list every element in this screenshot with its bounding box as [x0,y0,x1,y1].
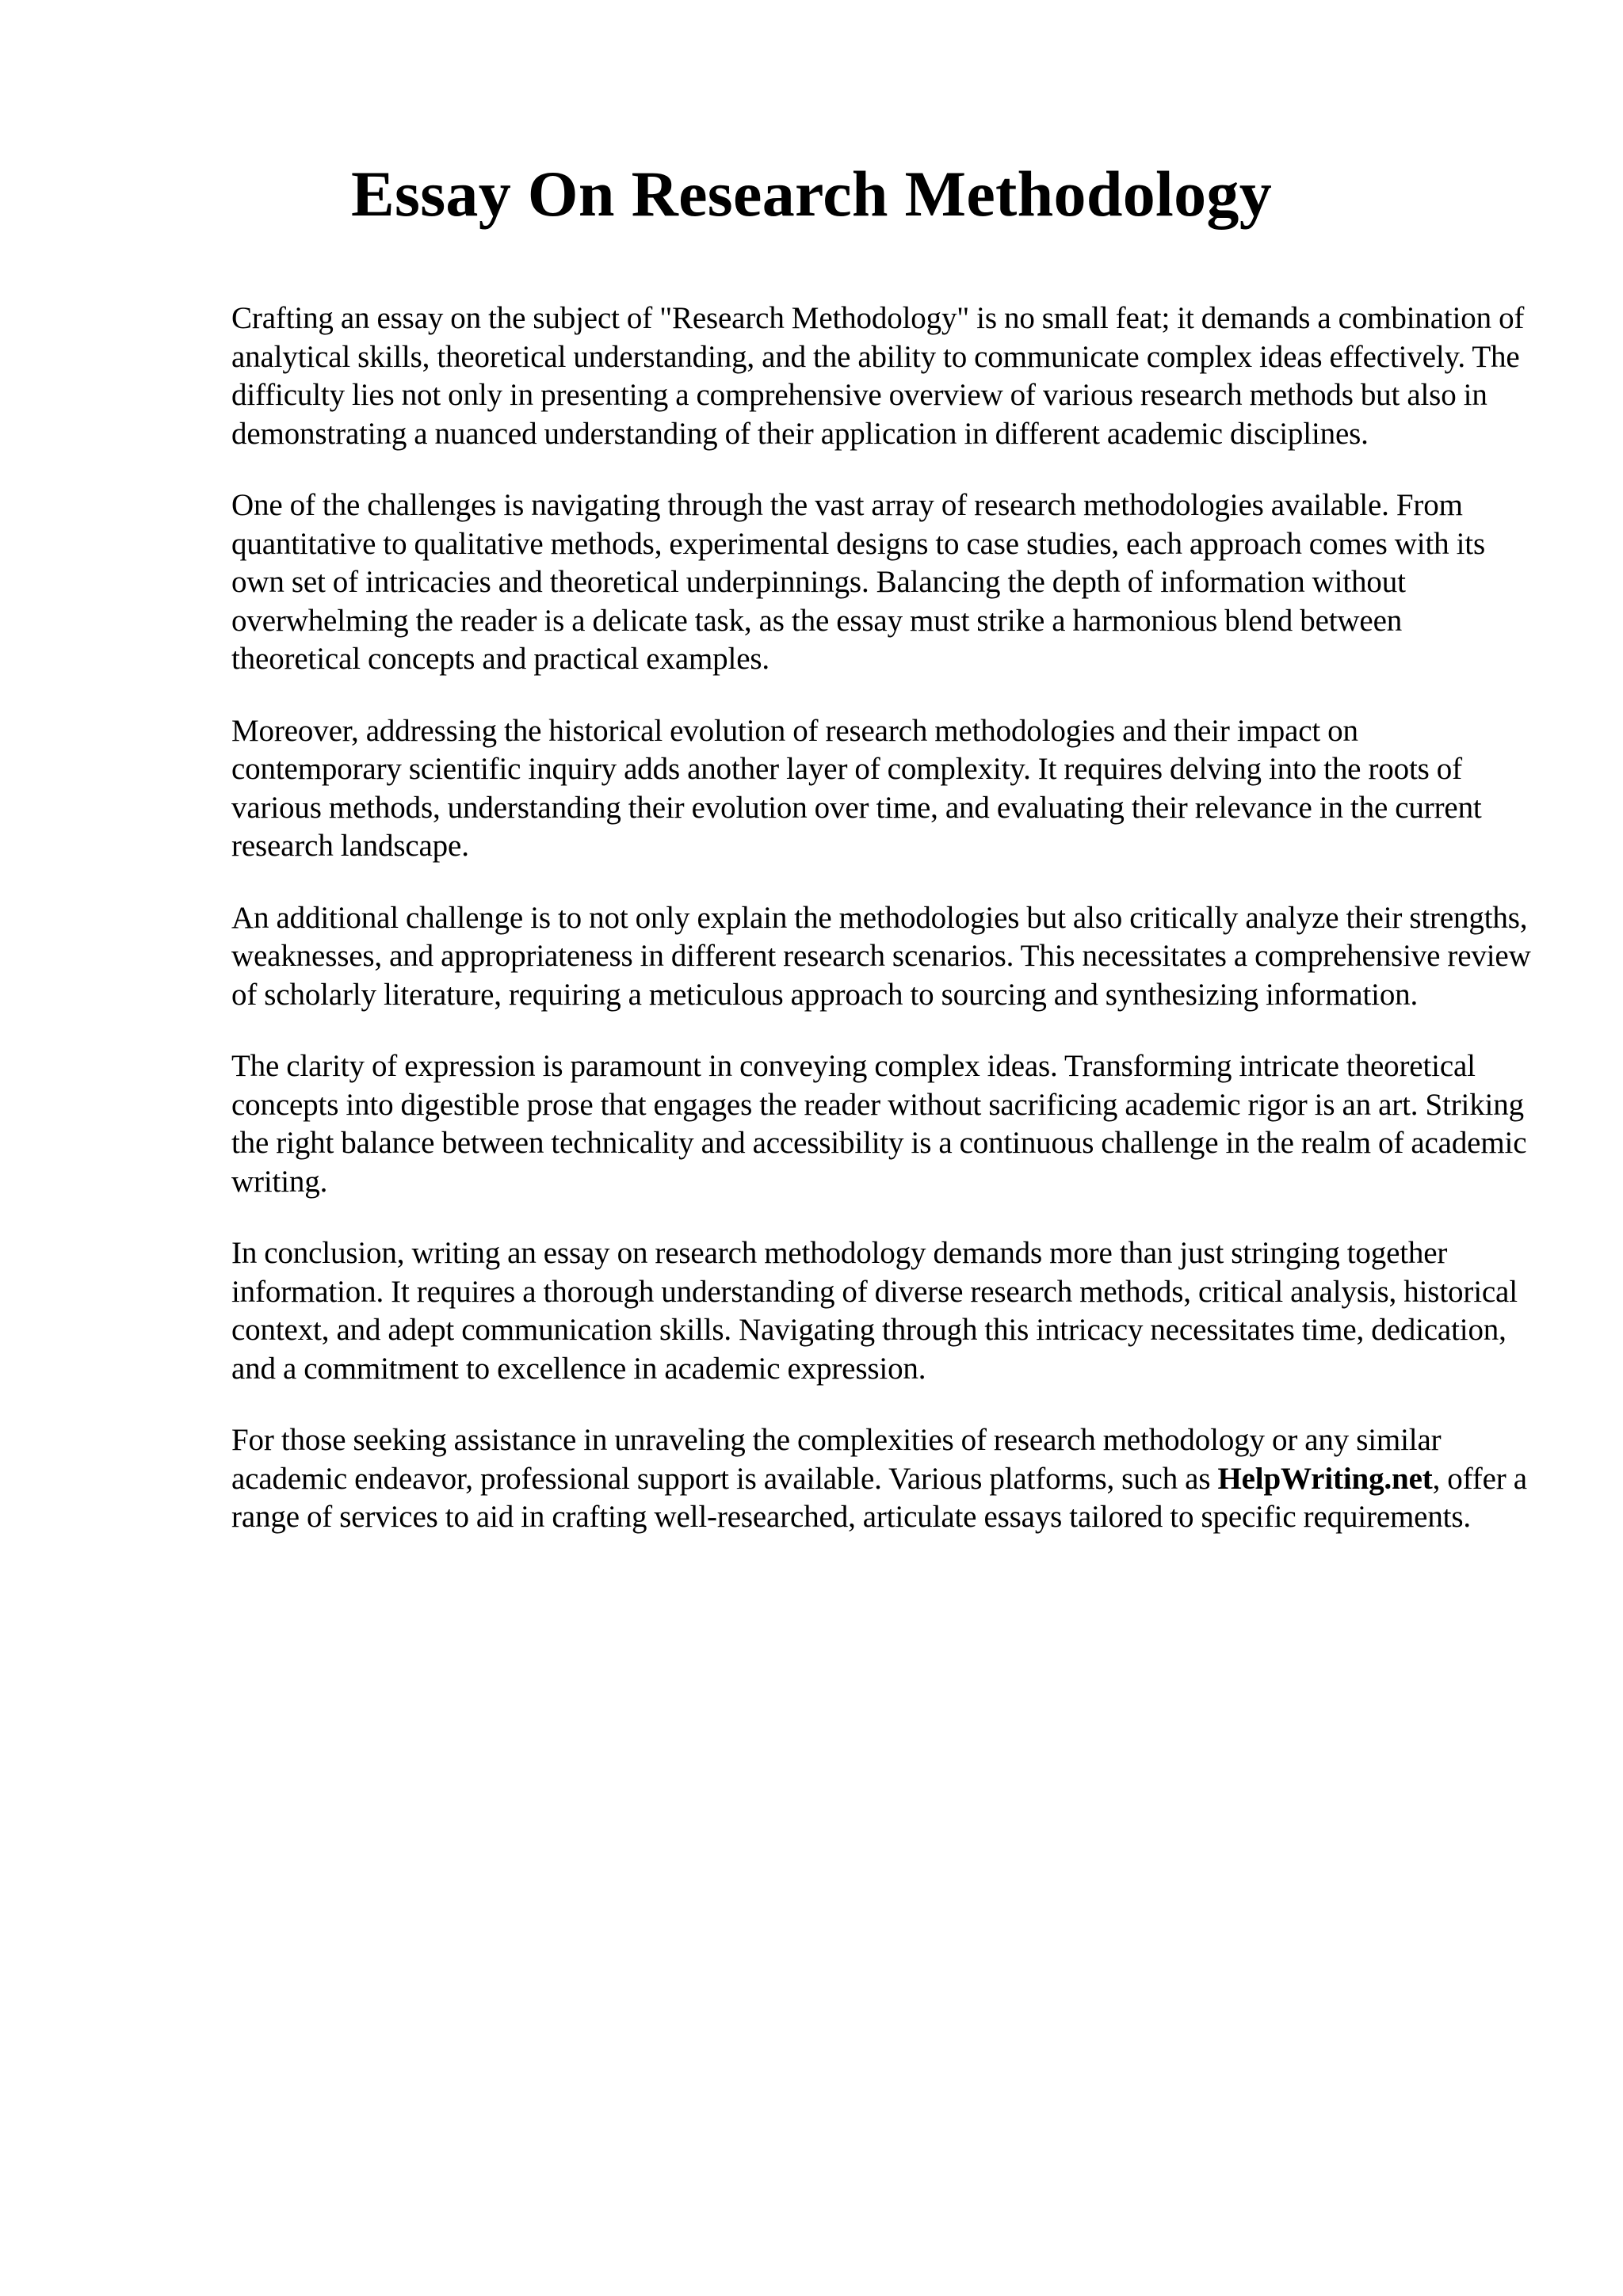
paragraph-critical-analysis: An additional challenge is to not only explain the methodologies but also critically analyze their strengths, weaknesses, and appropriateness in different research scenarios. This necessitates a comprehensive review of scholarly literature, requiring a meticulous approach to sourcing and synthesizing information. [231,900,1531,1012]
paragraph-clarity: The clarity of expression is paramount in conveying complex ideas. Transforming intricate theoretical concepts into digestible prose that engages the reader without sacrificing academic rigor is an art. Striking the right balance between technicality and accessibility is a continuous challenge in the realm of academic writing. [231,1049,1527,1199]
brand-name: HelpWriting.net [1217,1461,1433,1496]
paragraph-intro: Crafting an essay on the subject of "Research Methodology" is no small feat; it demands a combination of analytical skills, theoretical understanding, and the ability to communicate complex ideas effectively. The difficulty lies not only in presenting a comprehensive overview of various research methods but also in demonstrating a nuanced understanding of their application in different academic disciplines. [231,301,1525,451]
document-title: Essay On Research Methodology [350,158,1273,230]
assistance-text-after: , offer a range of services to aid in crafting well-researched, articulate essays tailored to specific requirements. [231,1461,1527,1534]
paragraph-assistance [231,1421,1531,1537]
assistance-text-before: For those seeking assistance in unraveling the complexities of research methodology or any similar academic endeavor, professional support is available. Various platforms, such as [231,1423,1442,1496]
paragraph-conclusion: In conclusion, writing an essay on research methodology demands more than just stringing together information. It requires a thorough understanding of diverse research methods, critical analysis, historical context, and adept communication skills. Navigating through this intricacy necessitates time, dedication, and a commitment to excellence in academic expression. [231,1236,1518,1386]
paragraph-historical-evolution: Moreover, addressing the historical evolution of research methodologies and their impact on contemporary scientific inquiry adds another layer of complexity. It requires delving into the roots of various methods, understanding their evolution over time, and evaluating their relevance in the current research landscape. [231,713,1482,863]
paragraph-challenges: One of the challenges is navigating through the vast array of research methodologies available. From quantitative to qualitative methods, experimental designs to case studies, each approach comes with its own set of intricacies and theoretical underpinnings. Balancing the depth of information without overwhelming the reader is a delicate task, as the essay must strike a harmonious blend between theoretical concepts and practical examples. [231,488,1486,676]
document-body [231,299,1531,1570]
